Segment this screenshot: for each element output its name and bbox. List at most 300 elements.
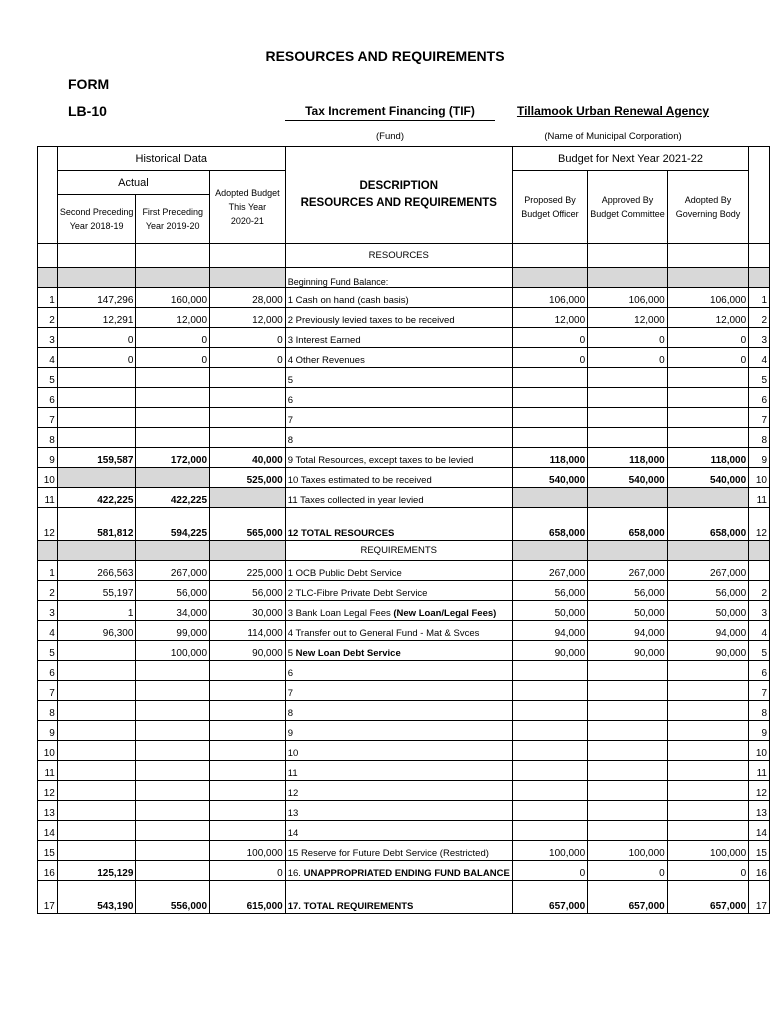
- this-year-label: This Year: [228, 202, 267, 212]
- first-preceding-value: [136, 368, 210, 388]
- proposed-value: [512, 701, 587, 721]
- approved-value: 0: [588, 861, 668, 881]
- resource-row: [38, 348, 770, 368]
- line-number: 6: [38, 661, 58, 681]
- adopted-value: 106,000: [667, 288, 748, 308]
- adopted-value: [667, 488, 748, 508]
- second-preceding-label: Second Preceding: [59, 207, 134, 217]
- budget-officer-label: Budget Officer: [521, 209, 579, 219]
- description-text: 3 Bank Loan Legal Fees: [287, 608, 391, 619]
- line-number-right: 13: [749, 801, 770, 821]
- adopted-value: 0: [667, 348, 748, 368]
- line-number: 9: [38, 448, 58, 468]
- description: [285, 761, 512, 781]
- line-number-right: 12: [749, 508, 770, 541]
- adopted-value: 540,000: [667, 468, 748, 488]
- proposed-value: 267,000: [512, 561, 587, 581]
- proposed-value: [512, 741, 587, 761]
- resource-row: [38, 308, 770, 328]
- description-text: 16.: [287, 868, 301, 879]
- first-preceding-value: 556,000: [136, 881, 210, 914]
- form-label: FORM: [68, 76, 110, 92]
- line-number-right: 9: [749, 448, 770, 468]
- second-preceding-value: 147,296: [57, 288, 136, 308]
- res-req-label: RESOURCES AND REQUIREMENTS: [300, 197, 497, 209]
- description: [285, 368, 512, 388]
- description-text: 14: [287, 828, 299, 839]
- proposed-value: [512, 781, 587, 801]
- line-number-right: 5: [749, 641, 770, 661]
- resource-row: [38, 428, 770, 448]
- form-number: LB-10: [68, 103, 107, 119]
- approved-value: 100,000: [588, 841, 668, 861]
- description: [285, 508, 512, 541]
- approved-value: 90,000: [588, 641, 668, 661]
- adopted-value: 267,000: [667, 561, 748, 581]
- description: [285, 821, 512, 841]
- approved-value: [588, 781, 668, 801]
- line-number: 4: [38, 348, 58, 368]
- second-preceding-value: 581,812: [57, 508, 136, 541]
- line-number: 10: [38, 468, 58, 488]
- approved-value: 56,000: [588, 581, 668, 601]
- adopted-value: [667, 701, 748, 721]
- first-preceding-value: [136, 388, 210, 408]
- approved-value: [588, 661, 668, 681]
- description-bold-text: (New Loan/Legal Fees): [393, 608, 497, 619]
- requirement-row: [38, 821, 770, 841]
- line-number-right: 2: [749, 308, 770, 328]
- requirement-row: [38, 801, 770, 821]
- adopted-budget-value: 0: [210, 348, 286, 368]
- proposed-value: 540,000: [512, 468, 587, 488]
- description-text: 13: [287, 808, 299, 819]
- first-preceding-value: [136, 721, 210, 741]
- description: [285, 448, 512, 468]
- resource-row: [38, 488, 770, 508]
- second-preceding-value: 12,291: [57, 308, 136, 328]
- description-text: 15 Reserve for Future Debt Service (Restricted): [287, 848, 489, 859]
- approved-value: 94,000: [588, 621, 668, 641]
- second-preceding-value: [57, 841, 136, 861]
- first-preceding-value: 99,000: [136, 621, 210, 641]
- proposed-value: 12,000: [512, 308, 587, 328]
- second-preceding-value: [57, 661, 136, 681]
- line-number: 6: [38, 388, 58, 408]
- line-number: 2: [38, 308, 58, 328]
- description-text: 2 Previously levied taxes to be received: [287, 315, 455, 326]
- second-preceding-value: 266,563: [57, 561, 136, 581]
- proposed-value: 0: [512, 328, 587, 348]
- description: [285, 781, 512, 801]
- second-preceding-value: 0: [57, 328, 136, 348]
- first-preceding-value: 594,225: [136, 508, 210, 541]
- adopted-budget-value: [210, 681, 286, 701]
- line-number-right: 1: [749, 288, 770, 308]
- second-preceding-value: 55,197: [57, 581, 136, 601]
- adopted-budget-value: [210, 701, 286, 721]
- second-preceding-value: [57, 388, 136, 408]
- approved-value: [588, 388, 668, 408]
- description: [285, 641, 512, 661]
- proposed-value: 658,000: [512, 508, 587, 541]
- description: [285, 581, 512, 601]
- description-text: 6: [287, 395, 294, 406]
- first-preceding-value: [136, 741, 210, 761]
- approved-value: [588, 741, 668, 761]
- description: [285, 408, 512, 428]
- description: [285, 308, 512, 328]
- line-number-right: 12: [749, 781, 770, 801]
- description: [285, 621, 512, 641]
- proposed-value: [512, 661, 587, 681]
- adopted-budget-value: [210, 408, 286, 428]
- adopted-budget-value: 40,000: [210, 448, 286, 468]
- second-preceding-value: 159,587: [57, 448, 136, 468]
- description: [285, 841, 512, 861]
- first-preceding-value: [136, 761, 210, 781]
- requirement-row: [38, 581, 770, 601]
- description-text: 1 OCB Public Debt Service: [287, 568, 402, 579]
- second-preceding-header: [57, 195, 136, 244]
- second-preceding-value: 422,225: [57, 488, 136, 508]
- description-text: 2 TLC-Fibre Private Debt Service: [287, 588, 428, 599]
- proposed-value: 657,000: [512, 881, 587, 914]
- line-number-right: 11: [749, 761, 770, 781]
- budget-table: [37, 146, 770, 914]
- first-preceding-value: [136, 841, 210, 861]
- approved-value: 657,000: [588, 881, 668, 914]
- approved-value: [588, 761, 668, 781]
- adopted-value: [667, 661, 748, 681]
- first-preceding-value: 0: [136, 348, 210, 368]
- line-number: 8: [38, 428, 58, 448]
- adopted-value: [667, 388, 748, 408]
- line-number: 3: [38, 328, 58, 348]
- proposed-value: [512, 408, 587, 428]
- first-preceding-value: 34,000: [136, 601, 210, 621]
- adopted-value: [667, 721, 748, 741]
- adopted-value: 100,000: [667, 841, 748, 861]
- beginning-fund-label: Beginning Fund Balance:: [285, 268, 512, 288]
- requirement-row: [38, 761, 770, 781]
- approved-value: 267,000: [588, 561, 668, 581]
- proposed-value: 90,000: [512, 641, 587, 661]
- agency-caption: (Name of Municipal Corporation): [544, 131, 682, 142]
- description: [285, 741, 512, 761]
- second-preceding-value: [57, 428, 136, 448]
- adopted-budget-value: [210, 721, 286, 741]
- adopted-value: [667, 781, 748, 801]
- line-number: 10: [38, 741, 58, 761]
- adopted-value: 118,000: [667, 448, 748, 468]
- second-preceding-value: 1: [57, 601, 136, 621]
- approved-value: [588, 368, 668, 388]
- first-preceding-value: 422,225: [136, 488, 210, 508]
- budget-committee-label: Budget Committee: [590, 209, 665, 219]
- second-preceding-value: [57, 801, 136, 821]
- description-label: DESCRIPTION: [359, 180, 439, 192]
- header-blank-left: [38, 147, 58, 244]
- description: [285, 348, 512, 368]
- description: [285, 801, 512, 821]
- description: [285, 681, 512, 701]
- first-preceding-value: [136, 408, 210, 428]
- adopted-value: 657,000: [667, 881, 748, 914]
- adopted-budget-value: 225,000: [210, 561, 286, 581]
- description-text: 6: [287, 668, 294, 679]
- line-number-right: 8: [749, 428, 770, 448]
- requirement-row: [38, 641, 770, 661]
- first-preceding-value: [136, 821, 210, 841]
- description: [285, 328, 512, 348]
- adopted-value: [667, 368, 748, 388]
- approved-value: 118,000: [588, 448, 668, 468]
- approved-value: [588, 821, 668, 841]
- line-number: 11: [38, 761, 58, 781]
- line-number-right: 6: [749, 388, 770, 408]
- proposed-value: [512, 681, 587, 701]
- proposed-value: [512, 488, 587, 508]
- adopted-budget-value: [210, 801, 286, 821]
- proposed-value: [512, 388, 587, 408]
- first-preceding-value: [136, 801, 210, 821]
- first-preceding-value: [136, 661, 210, 681]
- line-number-right: 7: [749, 408, 770, 428]
- description: [285, 488, 512, 508]
- line-number-right: 10: [749, 741, 770, 761]
- adopted-budget-header: [210, 171, 286, 244]
- adopted-budget-value: [210, 661, 286, 681]
- requirement-row: [38, 721, 770, 741]
- line-number-right: 14: [749, 821, 770, 841]
- description: [285, 861, 512, 881]
- approved-value: 658,000: [588, 508, 668, 541]
- description: [285, 468, 512, 488]
- adopted-value: 90,000: [667, 641, 748, 661]
- resource-row: [38, 408, 770, 428]
- line-number: 5: [38, 641, 58, 661]
- fund-name: Tax Increment Financing (TIF): [285, 104, 495, 121]
- adopted-value: [667, 821, 748, 841]
- line-number-right: 9: [749, 721, 770, 741]
- second-preceding-value: [57, 781, 136, 801]
- second-preceding-value: [57, 368, 136, 388]
- line-number-right: 16: [749, 861, 770, 881]
- line-number: 3: [38, 601, 58, 621]
- proposed-header: [512, 171, 587, 244]
- line-number: 12: [38, 781, 58, 801]
- proposed-value: [512, 761, 587, 781]
- description-bold-text: New Loan Debt Service: [295, 648, 401, 659]
- line-number: 9: [38, 721, 58, 741]
- line-number-right: 2: [749, 581, 770, 601]
- requirement-row: [38, 701, 770, 721]
- description-text: 4 Transfer out to General Fund - Mat & Svces: [287, 628, 480, 639]
- adopted-value: [667, 681, 748, 701]
- proposed-value: 0: [512, 861, 587, 881]
- description: [285, 661, 512, 681]
- line-number-right: 4: [749, 621, 770, 641]
- first-preceding-label: First Preceding: [142, 207, 203, 217]
- proposed-value: 94,000: [512, 621, 587, 641]
- requirement-row: [38, 601, 770, 621]
- adopted-value: 0: [667, 328, 748, 348]
- description-header: [285, 147, 512, 244]
- description: [285, 428, 512, 448]
- adopted-value: 12,000: [667, 308, 748, 328]
- approved-value: [588, 488, 668, 508]
- description: [285, 388, 512, 408]
- first-preceding-value: [136, 468, 210, 488]
- line-number-right: 11: [749, 488, 770, 508]
- requirement-row: [38, 621, 770, 641]
- line-number: 14: [38, 821, 58, 841]
- line-number-right: 5: [749, 368, 770, 388]
- resource-row: [38, 328, 770, 348]
- second-preceding-value: [57, 641, 136, 661]
- line-number: 7: [38, 408, 58, 428]
- first-preceding-value: [136, 781, 210, 801]
- adopted-value: [667, 801, 748, 821]
- proposed-value: [512, 428, 587, 448]
- first-preceding-value: [136, 701, 210, 721]
- line-number-right: 3: [749, 328, 770, 348]
- approved-value: [588, 801, 668, 821]
- adopted-budget-value: [210, 781, 286, 801]
- first-preceding-value: 0: [136, 328, 210, 348]
- adopted-value: 94,000: [667, 621, 748, 641]
- page-title: RESOURCES AND REQUIREMENTS: [265, 48, 505, 64]
- requirements-section-label: REQUIREMENTS: [285, 541, 512, 561]
- proposed-value: 106,000: [512, 288, 587, 308]
- adopted-header: [667, 171, 748, 244]
- line-number-right: 6: [749, 661, 770, 681]
- second-preceding-value: [57, 701, 136, 721]
- line-number: 11: [38, 488, 58, 508]
- proposed-by-label: Proposed By: [524, 195, 576, 205]
- adopted-budget-label: Adopted Budget: [215, 188, 280, 198]
- first-preceding-value: 172,000: [136, 448, 210, 468]
- line-number: 15: [38, 841, 58, 861]
- description-text: 11 Taxes collected in year levied: [287, 495, 424, 506]
- proposed-value: 100,000: [512, 841, 587, 861]
- proposed-value: [512, 368, 587, 388]
- description-text: 8: [287, 708, 294, 719]
- first-preceding-value: 160,000: [136, 288, 210, 308]
- adopted-budget-value: 12,000: [210, 308, 286, 328]
- adopted-budget-value: [210, 368, 286, 388]
- approved-value: [588, 428, 668, 448]
- approved-by-label: Approved By: [601, 195, 654, 205]
- line-number-right: [749, 561, 770, 581]
- approved-value: 50,000: [588, 601, 668, 621]
- second-year-label: Year 2018-19: [69, 221, 124, 231]
- adopted-budget-value: 615,000: [210, 881, 286, 914]
- approved-value: 12,000: [588, 308, 668, 328]
- description: [285, 701, 512, 721]
- adopted-year-label: 2020-21: [230, 216, 264, 226]
- first-preceding-header: [136, 195, 210, 244]
- adopted-budget-value: 114,000: [210, 621, 286, 641]
- approved-value: [588, 701, 668, 721]
- description-text: 1 Cash on hand (cash basis): [287, 295, 409, 306]
- description-text: 11: [287, 768, 298, 779]
- resource-row: [38, 468, 770, 488]
- second-preceding-value: [57, 408, 136, 428]
- approved-value: 106,000: [588, 288, 668, 308]
- proposed-value: [512, 821, 587, 841]
- second-preceding-value: [57, 721, 136, 741]
- adopted-budget-value: 90,000: [210, 641, 286, 661]
- proposed-value: [512, 721, 587, 741]
- requirement-row: [38, 841, 770, 861]
- adopted-budget-value: 525,000: [210, 468, 286, 488]
- requirement-row: [38, 561, 770, 581]
- first-year-label: Year 2019-20: [145, 221, 200, 231]
- adopted-budget-value: [210, 741, 286, 761]
- adopted-budget-value: 0: [210, 328, 286, 348]
- adopted-value: 0: [667, 861, 748, 881]
- first-preceding-value: [136, 428, 210, 448]
- adopted-budget-value: 565,000: [210, 508, 286, 541]
- approved-value: 0: [588, 348, 668, 368]
- description: [285, 601, 512, 621]
- adopted-value: 50,000: [667, 601, 748, 621]
- resource-row: [38, 288, 770, 308]
- governing-body-label: Governing Body: [675, 209, 741, 219]
- second-preceding-value: [57, 761, 136, 781]
- adopted-budget-value: [210, 428, 286, 448]
- requirement-row: [38, 781, 770, 801]
- approved-header: [588, 171, 668, 244]
- line-number-right: 7: [749, 681, 770, 701]
- description: [285, 288, 512, 308]
- second-preceding-value: [57, 468, 136, 488]
- requirement-row: [38, 681, 770, 701]
- proposed-value: 56,000: [512, 581, 587, 601]
- line-number: 1: [38, 561, 58, 581]
- approved-value: 0: [588, 328, 668, 348]
- line-number: 4: [38, 621, 58, 641]
- second-preceding-value: 125,129: [57, 861, 136, 881]
- proposed-value: [512, 801, 587, 821]
- approved-value: [588, 408, 668, 428]
- approved-value: [588, 721, 668, 741]
- line-number-right: 15: [749, 841, 770, 861]
- adopted-budget-value: 100,000: [210, 841, 286, 861]
- first-preceding-value: [136, 861, 210, 881]
- adopted-budget-value: 0: [210, 861, 286, 881]
- line-number-right: 10: [749, 468, 770, 488]
- adopted-budget-value: [210, 388, 286, 408]
- description-text: 10 Taxes estimated to be received: [287, 475, 432, 486]
- description-text: 9: [287, 728, 294, 739]
- actual-header: Actual: [57, 171, 209, 195]
- agency-name: Tillamook Urban Renewal Agency: [516, 104, 710, 118]
- description-text: 7: [287, 415, 294, 426]
- description: [285, 881, 512, 914]
- historical-header: Historical Data: [57, 147, 285, 171]
- approved-value: 540,000: [588, 468, 668, 488]
- description-text: 10: [287, 748, 299, 759]
- adopted-value: [667, 428, 748, 448]
- fund-caption: (Fund): [376, 131, 404, 142]
- requirement-row: [38, 861, 770, 881]
- adopted-budget-value: [210, 488, 286, 508]
- line-number: 8: [38, 701, 58, 721]
- second-preceding-value: [57, 821, 136, 841]
